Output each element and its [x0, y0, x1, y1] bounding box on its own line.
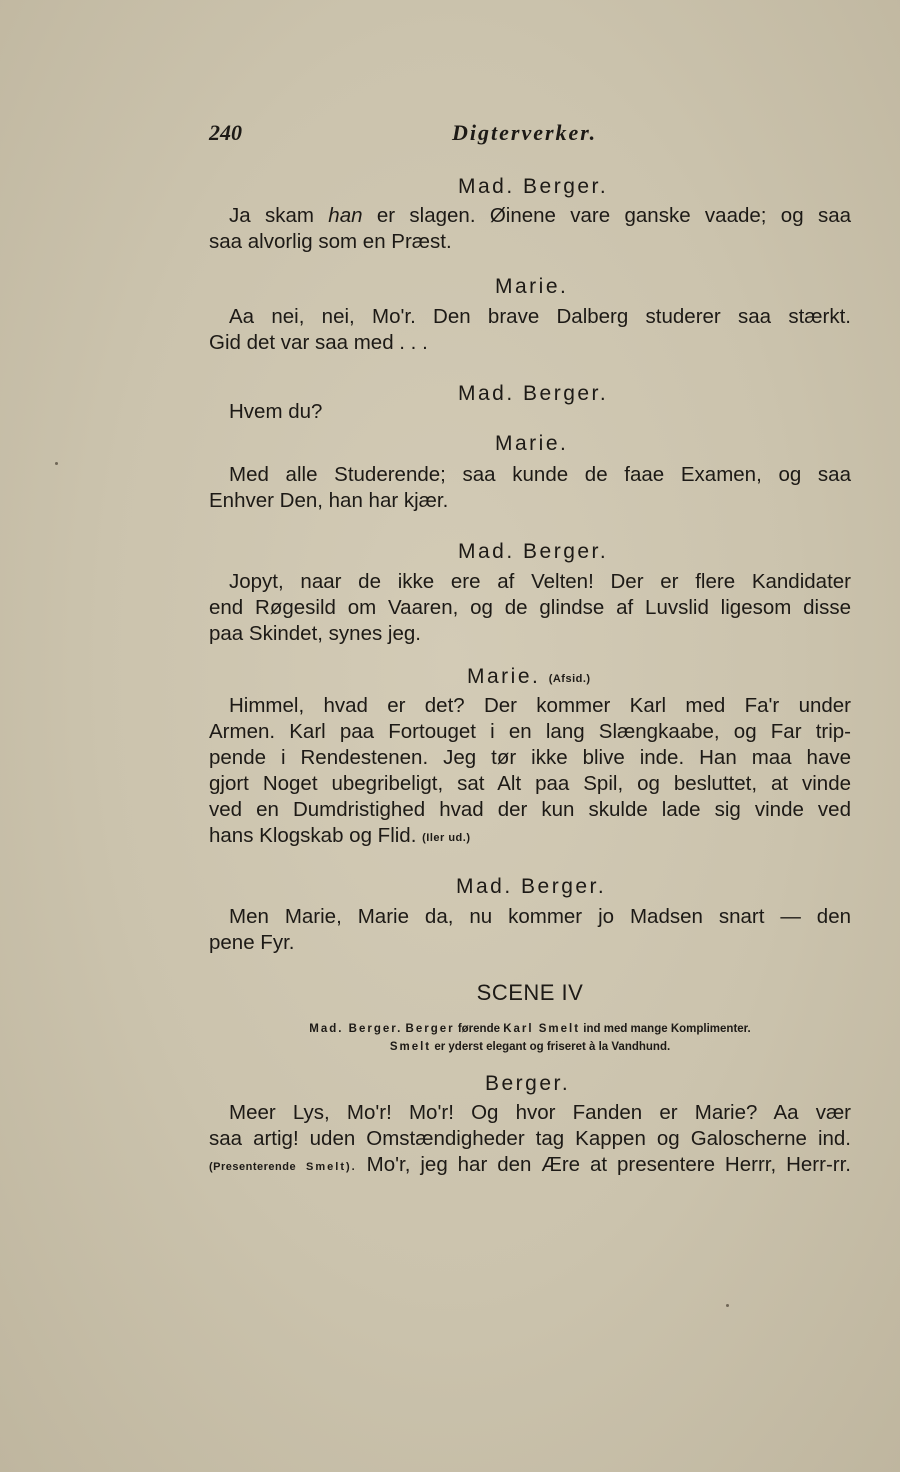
speaker-marie: [467, 665, 591, 689]
paper-speck: [55, 462, 58, 465]
dialogue-line: end Røgesild om Vaaren, og de glindse af Luvslid ligesom disse: [209, 596, 851, 619]
speaker-mad-berger: Mad. Berger.: [458, 175, 609, 198]
dialogue-line: Men Marie, Marie da, nu kommer jo Madsen snart — den: [229, 905, 851, 928]
dialogue-line: ved en Dumdristighed hvad der kun skulde lade sig vinde ved: [209, 798, 851, 821]
dialogue-paragraph: [209, 693, 851, 851]
scene-heading: SCENE IV: [476, 980, 584, 1005]
dialogue-text: Ja skam han er slagen. Øinene vare ganske vaade; og saa: [229, 204, 851, 227]
dialogue-line: Hvem du?: [229, 400, 323, 423]
running-title: Digterverker.: [452, 120, 598, 145]
stage-direction-line: [209, 1020, 851, 1038]
dialogue-line: saa artig! uden Omstændigheder tag Kappen og Galoscherne ind.: [209, 1127, 851, 1150]
dialogue-line: saa alvorlig som en Præst.: [209, 230, 452, 253]
dialogue-paragraph: [209, 304, 851, 356]
dialogue-line: Himmel, hvad er det? Der kommer Karl med Fa'r under: [229, 694, 851, 717]
dialogue-text: Mo'r, jeg har den Ære at presentere Herrr, Herr-rr.: [366, 1153, 852, 1176]
character-name: Smelt: [389, 1041, 432, 1053]
paper-speck: [726, 1304, 729, 1307]
page-header: [209, 120, 851, 150]
scene-stage-direction: [209, 1020, 851, 1056]
dialogue-line: Aa nei, nei, Mo'r. Den brave Dalberg studerer saa stærkt.: [229, 305, 851, 328]
speaker-marie: Marie.: [495, 432, 569, 455]
dialogue-text: hans Klogskab og Flid.: [209, 824, 417, 847]
dialogue-line: Meer Lys, Mo'r! Mo'r! Og hvor Fanden er Marie? Aa vær: [229, 1101, 851, 1124]
speaker-mad-berger: Mad. Berger.: [458, 540, 609, 563]
dialogue-line: gjort Noget ubegribeligt, sat Alt paa Spil, og besluttet, at vinde: [209, 772, 851, 795]
dialogue-line: Jopyt, naar de ikke ere af Velten! Der er flere Kandidater: [229, 570, 851, 593]
dialogue-line: Med alle Studerende; saa kunde de faae Examen, og saa: [229, 463, 851, 486]
speaker-mad-berger: Mad. Berger.: [456, 875, 607, 898]
dialogue-line: Enhver Den, han har kjær.: [209, 489, 449, 512]
dialogue-line: paa Skindet, synes jeg.: [209, 622, 421, 645]
stage-text: er yderst elegant og friseret à la Vandhund.: [434, 1041, 671, 1053]
speaker-mad-berger: Mad. Berger.: [458, 382, 609, 405]
dialogue-paragraph: [209, 462, 851, 514]
dialogue-line: [209, 1152, 851, 1180]
dialogue-paragraph: [209, 904, 851, 956]
dialogue-paragraph: [209, 1100, 851, 1180]
stage-direction: (Presenterende: [209, 1161, 297, 1173]
stage-text: førende: [457, 1023, 500, 1035]
character-name: Karl Smelt: [503, 1023, 581, 1035]
stage-direction: (Afsid.): [548, 673, 591, 685]
dialogue-line: [209, 823, 851, 851]
page-number: 240: [209, 120, 242, 145]
stage-direction: (Iler ud.): [422, 832, 471, 844]
dialogue-line: Gid det var saa med . . .: [209, 331, 428, 354]
dialogue-paragraph: [209, 569, 851, 647]
emphasized-word: han: [328, 204, 363, 227]
dialogue-paragraph: [209, 399, 851, 425]
dialogue-line: pende i Rendestenen. Jeg tør ikke blive inde. Han maa have: [209, 746, 851, 769]
stage-direction-line: [209, 1038, 851, 1056]
speaker-marie: Marie.: [495, 275, 569, 298]
character-name: Mad. Berger.: [309, 1023, 403, 1035]
speaker-name: Marie.: [467, 665, 541, 688]
dialogue-line: Armen. Karl paa Fortouget i en lang Slængkaabe, og Far trip-: [209, 720, 851, 743]
speaker-berger: Berger.: [485, 1072, 571, 1095]
stage-text: ind med mange Komplimenter.: [583, 1023, 751, 1035]
dialogue-paragraph: [209, 203, 851, 255]
dialogue-line: pene Fyr.: [209, 931, 295, 954]
character-name: Berger: [405, 1023, 455, 1035]
stage-character-name: Smelt).: [306, 1161, 357, 1173]
